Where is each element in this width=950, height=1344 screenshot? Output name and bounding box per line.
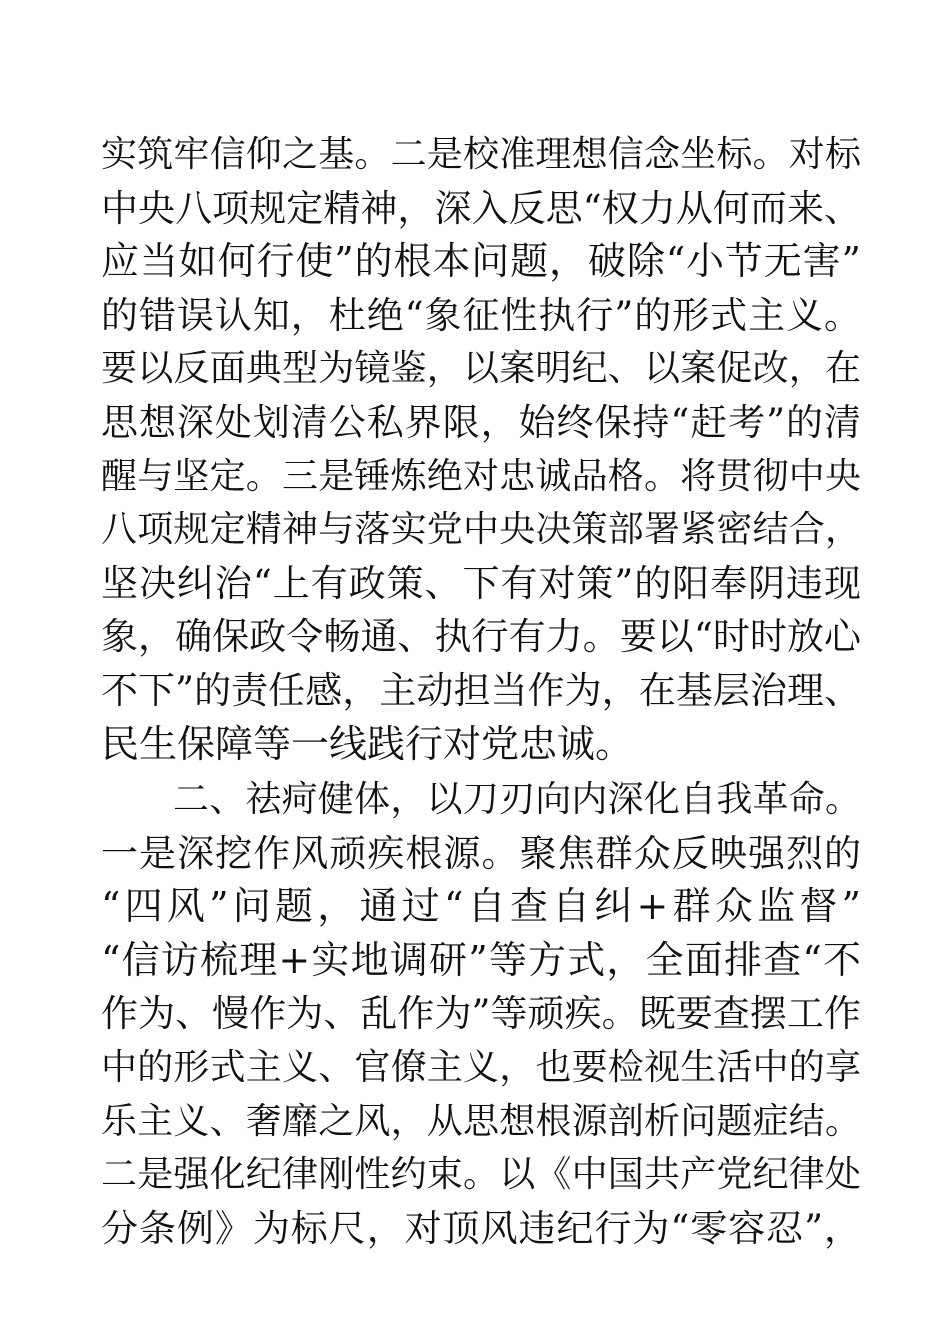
- text-line: 应当如何行使”的根本问题，破除“小节无害”: [101, 239, 861, 284]
- text-line: 思想深处划清公私界限，始终保持“赶考”的清: [101, 400, 861, 444]
- text-line: 民生保障等一线践行对党忠诚。: [101, 721, 634, 766]
- text-line: 醒与坚定。三是锤炼绝对忠诚品格。将贯彻中央: [101, 455, 861, 497]
- text-line: 作为、慢作为、乱作为”等顽疾。既要查摆工作: [101, 992, 861, 1036]
- text-line: 坚决纠治“上有政策、下有对策”的阳奉阴违现: [101, 561, 861, 605]
- section-heading-line: 二、祛疴健体，以刀刃向内深化自我革命。: [173, 779, 861, 820]
- text-line: 八项规定精神与落实党中央决策部署紧密结合，: [101, 509, 861, 551]
- text-line: 要以反面典型为镜鉴，以案明纪、以案促改，在: [101, 348, 861, 390]
- text-line: 象，确保政令畅通、执行有力。要以“时时放心: [101, 615, 861, 659]
- text-line: 中央八项规定精神，深入反思“权力从何而来、: [101, 186, 861, 230]
- text-line: 不下”的责任感，主动担当作为，在基层治理、: [101, 668, 861, 712]
- text-line: 乐主义、奢靡之风，从思想根源剖析问题症结。: [101, 1100, 861, 1142]
- text-line: 二是强化纪律刚性约束。以《中国共产党纪律处: [101, 1154, 861, 1196]
- paragraph-continuation: [101, 128, 861, 771]
- text-line: “信访梳理+实地调研”等方式，全面排查“不: [101, 937, 861, 982]
- text-line: 一是深挖作风顽疾根源。聚焦群众反映强烈的: [101, 831, 861, 875]
- text-line: 分条例》为标尺，对顶风违纪行为“零容忍”，: [101, 1206, 861, 1250]
- text-line: “四风”问题，通过“自查自纠+群众监督”: [101, 884, 861, 929]
- text-line: 的错误认知，杜绝“象征性执行”的形式主义。: [101, 293, 861, 337]
- text-line: 中的形式主义、官僚主义，也要检视生活中的享: [101, 1046, 861, 1088]
- text-line: 实筑牢信仰之基。二是校准理想信念坐标。对标: [101, 134, 861, 175]
- section-two-paragraph: [101, 773, 861, 1255]
